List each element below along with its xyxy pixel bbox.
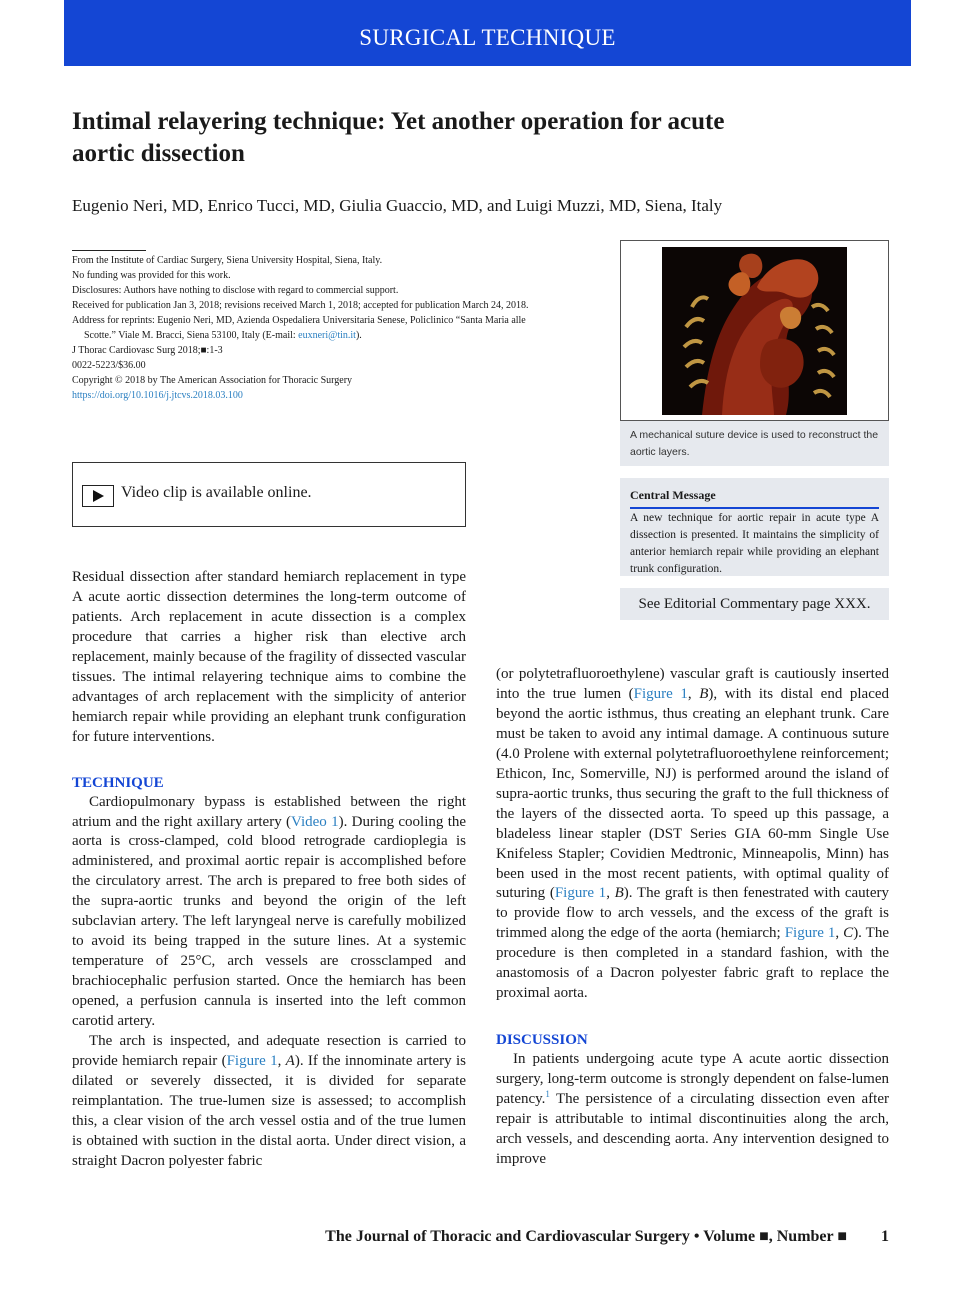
page-number: 1 [881, 1228, 889, 1245]
technique-paragraph-3: (or polytetrafluoroethylene) vascular graft is cautiously inserted into the true lumen (Figure 1, B), with its distal end placed beyond the aortic isthmus, thus creating an elephant trunk. Care must be taken to avoid any intimal damage. A continuous suture (4.0 Prolene with external polytetrafluoroethylene reinforcement; Ethicon, Inc, Somerville, NJ) is performed around the island of supra-aortic trunks, thus securing the graft to the full thickness of the layers of the dissected aorta. To speed up this passage, a bladeless linear stapler (DST Series GIA 60-mm Single Use Knifeless Stapler; Covidien Medtronic, Minneapolis, Minn) has been used in the most recent patients, with optimal quality of suturing (Figure 1, B). The graft is then fenestrated with cautery to provide flow to arch vessels, and the excess of the graft is trimmed along the edge of the aorta (hemiarch; Figure 1, C). The procedure is then completed in a standard fashion, with the anastomosis of a Dacron polyester fabric graft to replace the proximal aorta. [496, 666, 890, 1002]
article-title: Intimal relayering technique: Yet another operation for acute aortic dissection [72, 108, 725, 167]
figure-1-link[interactable]: Figure 1 [554, 885, 607, 902]
technique-heading: TECHNIQUE [72, 774, 164, 791]
right-column [496, 665, 889, 1170]
play-icon [82, 485, 114, 507]
section-banner: SURGICAL TECHNIQUE [64, 0, 911, 66]
figure-caption: A mechanical suture device is used to reconstruct the aortic layers. [620, 421, 889, 466]
footnote-citation: J Thorac Cardiovasc Surg 2018;■:1-3 [72, 345, 223, 356]
footnote-address-cont: Scotte.” Viale M. Bracci, Siena 53100, Italy (E-mail: euxneri@tin.it). [84, 330, 362, 341]
doi-link[interactable]: https://doi.org/10.1016/j.jtcvs.2018.03.100 [72, 390, 243, 401]
footnote-issn: 0022-5223/$36.00 [72, 360, 146, 371]
central-message-title: Central Message [630, 487, 879, 509]
central-message-text: A new technique for aortic repair in acute type A dissection is presented. It maintains the simplicity of anterior hemiarch repair while providing an elephant trunk configuration. [630, 512, 879, 575]
footnote-disclosures: Disclosures: Authors have nothing to disclose with regard to commercial support. [72, 285, 399, 296]
figure-1-link[interactable]: Figure 1 [226, 1052, 278, 1069]
video-label: Video clip is available online. [121, 484, 312, 501]
technique-paragraph-2: The arch is inspected, and adequate resection is carried to provide hemiarch repair (Figure 1, A). If the innominate artery is dilated or severely dissected, it is divided for separate reimplantation. The true-lumen size is assessed; to accomplish this, a clear vision of the arch vessel ostia and of the true lumen is obtained with suction in the distal aorta. Under direct vision, a straight Dacron polyester fabric [72, 1033, 466, 1169]
aorta-3d-image [662, 247, 847, 415]
left-column [72, 568, 466, 1172]
page-footer [72, 1226, 889, 1248]
author-list: Eugenio Neri, MD, Enrico Tucci, MD, Giulia Guaccio, MD, and Luigi Muzzi, MD, Siena, Italy [72, 196, 723, 215]
footnote-funding: No funding was provided for this work. [72, 270, 231, 281]
footnote-address: Address for reprints: Eugenio Neri, MD, Azienda Ospedaliera Universitaria Senese, Policlinico “Santa Maria alle [72, 315, 526, 326]
figure-1-link[interactable]: Figure 1 [633, 685, 688, 702]
journal-info: The Journal of Thoracic and Cardiovascular Surgery • Volume ■, Number ■ [325, 1228, 847, 1245]
footnote-copyright: Copyright © 2018 by The American Association for Thoracic Surgery [72, 375, 353, 386]
email-link[interactable]: euxneri@tin.it [298, 330, 356, 341]
intro-paragraph: Residual dissection after standard hemiarch replacement in type A acute aortic dissection determines the long-term outcome of patients. Arch replacement in acute dissection is a complex procedure that carries a higher risk than elective arch replacement, mainly because of the fragility of dissected vascular tissues. The intimal relayering technique aims to combine the advantages of arch replacement with the simplicity of anterior hemiarch repair while providing an elephant trunk configuration for future interventions. [72, 569, 466, 745]
reference-1-link[interactable]: 1 [545, 1089, 550, 1100]
footnote-institute: From the Institute of Cardiac Surgery, Siena University Hospital, Siena, Italy. [72, 255, 383, 266]
footnote-received: Received for publication Jan 3, 2018; revisions received March 1, 2018; accepted for publication March 24, 2018. [72, 300, 529, 311]
figure-1-link[interactable]: Figure 1 [784, 925, 836, 942]
central-picture [620, 240, 889, 421]
discussion-paragraph-1: In patients undergoing acute type A acute aortic dissection surgery, long-term outcome is strongly dependent on false-lumen patency.$^1$ The persistence of a circulating dissection even after repair is attributable to intimal discontinuities along the arch, arch vessels, and descending aorta. Any intervention designed to improve [496, 1051, 889, 1167]
video-1-link[interactable]: Video 1 [291, 813, 339, 830]
editorial-link[interactable]: See Editorial Commentary page XXX. [620, 588, 889, 620]
footnotes [72, 253, 612, 403]
video-callout[interactable] [72, 462, 466, 527]
footnote-divider [72, 250, 146, 251]
discussion-heading: DISCUSSION [496, 1032, 588, 1049]
central-message-box [620, 478, 889, 576]
technique-paragraph-1: Cardiopulmonary bypass is established between the right atrium and the right axillary artery (Video 1). During cooling the aorta is cross-clamped, cold blood retrograde cardioplegia is administered, and proximal aortic repair is accomplished before the circulatory arrest. The arch is prepared to free both sides of the supra-aortic trunks and beyond the origin of the left subclavian artery. The left laryngeal nerve is carefully mobilized to avoid its being trapped in the suture lines. At a systemic temperature of 25°C, arch vessels are crossclamped and brachiocephalic perfusion started. Once the hemiarch has been opened, a perfusion cannula is inserted into the left common carotid artery. [72, 793, 467, 1030]
